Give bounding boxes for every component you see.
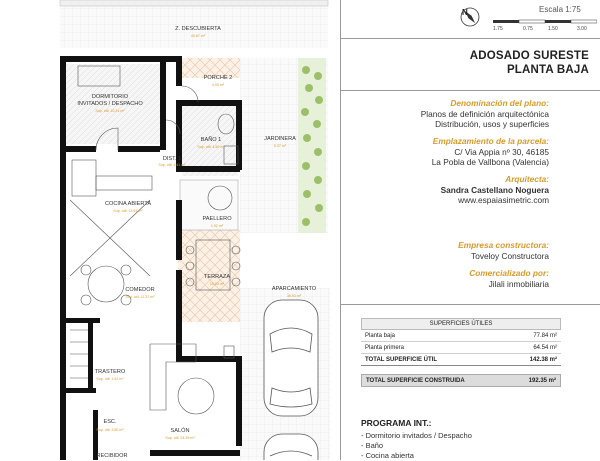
denominacion-line-2: Distribución, usos y superficies xyxy=(435,119,549,129)
constructora-label: Empresa constructora: xyxy=(458,240,549,250)
scale-tick-3: 3.00 xyxy=(577,26,587,32)
header-strip xyxy=(341,0,600,39)
surface-row-value: 77.84 m² xyxy=(533,333,557,339)
scale-tick-1: 0.75 xyxy=(523,26,533,32)
room-area-terraza: 10.03 m² xyxy=(209,282,225,286)
room-area-cocina: Sup. útil: 13.63 m² xyxy=(113,209,143,213)
top-fence xyxy=(60,0,328,6)
room-label-porche: PORCHE 2 xyxy=(203,75,233,81)
room-label-bano: BAÑO 1 xyxy=(200,137,222,143)
total-label: TOTAL SUPERFICIE ÚTIL xyxy=(365,357,438,363)
room-area-descubierta: 40.67 m² xyxy=(190,34,206,38)
denominacion-label: Denominación del plano: xyxy=(450,98,549,108)
scale-label: Escala 1:75 xyxy=(539,5,581,14)
constructora-value: Toveloy Constructora xyxy=(471,251,549,261)
title-block xyxy=(340,0,600,460)
emplazamiento-line-2: La Pobla de Vallbona (Valencia) xyxy=(431,157,549,167)
total-row xyxy=(361,354,561,366)
title-line-1: ADOSADO SURESTE xyxy=(469,50,589,62)
surface-row-label: Planta baja xyxy=(365,333,396,339)
comercializado-value: Jilali inmobiliaria xyxy=(488,279,549,289)
room-area-trastero: Sup. útil: 1.53 m² xyxy=(96,377,124,381)
room-label-paellero: PAELLERO xyxy=(202,216,232,222)
room-area-jardinera: 5.37 m² xyxy=(273,144,287,148)
room-label-comedor: COMEDOR xyxy=(125,287,155,293)
programa-title: PROGRAMA INT.: xyxy=(361,418,432,428)
north-label: N xyxy=(462,8,468,17)
surfaces-title: SUPERFICIES ÚTILES xyxy=(361,318,561,330)
title-line-2: PLANTA BAJA xyxy=(506,64,589,76)
comercializado-label: Comercializado por: xyxy=(469,268,549,278)
room-label-esc: ESC. xyxy=(103,419,117,425)
room-area-salon: Sup. útil: 24.39 m² xyxy=(165,436,195,440)
room-label-descubierta: Z. DESCUBIERTA xyxy=(175,26,221,32)
list-item: - Dormitorio invitados / Despacho xyxy=(361,431,472,440)
room-label-recibidor: RECIBIDOR xyxy=(96,453,128,459)
arquitecta-website: www.espaiasimetric.com xyxy=(458,195,549,205)
surface-row-label: Planta primera xyxy=(365,345,405,351)
emplazamiento-label: Emplazamiento de la parcela: xyxy=(432,136,549,146)
room-area-dormitorio: Sup. útil: 10.31 m² xyxy=(95,109,125,113)
room-label-dormitorio-1: DORMITORIO xyxy=(91,94,129,100)
table-row xyxy=(361,330,561,342)
room-label-dormitorio-2: INVITADOS / DESPACHO xyxy=(77,101,143,107)
emplazamiento-line-1: C/ Via Appia nº 30, 46185 xyxy=(454,147,549,157)
room-label-trastero: TRASTERO xyxy=(94,369,126,375)
room-area-paellero: 1.92 m² xyxy=(210,224,224,228)
room-label-salon: SALÓN xyxy=(170,428,190,434)
programa-list xyxy=(361,418,591,461)
scale-tick-0: 1.75 xyxy=(493,26,503,32)
zona-descubierta-area xyxy=(60,0,328,48)
surface-row-value: 64.54 m² xyxy=(533,345,557,351)
car-1 xyxy=(264,300,318,416)
room-area-aparcamiento: 36.93 m² xyxy=(286,294,302,298)
room-area-porche: 4.03 m² xyxy=(211,83,225,87)
list-item: - Baño xyxy=(361,441,384,450)
constructed-label: TOTAL SUPERFICIE CONSTRUIDA xyxy=(366,378,465,384)
table-row xyxy=(361,342,561,354)
surfaces-table xyxy=(361,318,561,387)
room-label-aparcamiento: APARCAMIENTO xyxy=(271,286,317,292)
list-item: - Cocina abierta xyxy=(361,451,414,460)
total-value: 142.38 m² xyxy=(529,357,557,363)
scale-tick-2: 1.50 xyxy=(548,26,558,32)
room-area-dist: Sup. útil: 1.41 m² xyxy=(158,163,186,167)
drawing-title xyxy=(341,38,600,91)
project-info xyxy=(341,90,600,305)
room-label-cocina: COCINA ABIERTA xyxy=(104,201,152,207)
arquitecta-name: Sandra Castellano Noguera xyxy=(440,185,549,195)
paellero-area xyxy=(180,180,238,230)
room-label-terraza: TERRAZA xyxy=(203,274,231,280)
constructed-value: 192.35 m² xyxy=(528,378,556,384)
room-label-jardinera: JARDINERA xyxy=(264,136,296,142)
denominacion-line-1: Planos de definición arquitectónica xyxy=(420,109,549,119)
constructed-row xyxy=(361,374,561,387)
arquitecta-label: Arquitecta: xyxy=(505,174,549,184)
room-area-comedor: Sup. útil: 11.37 m² xyxy=(125,295,155,299)
scale-bar xyxy=(493,18,597,32)
car-2 xyxy=(264,434,318,460)
room-label-dist: DIST. 1 xyxy=(162,156,182,162)
room-area-bano: Sup. útil: 4.50 m² xyxy=(197,145,225,149)
room-area-esc: Sup. útil: 3.80 m² xyxy=(96,428,124,432)
